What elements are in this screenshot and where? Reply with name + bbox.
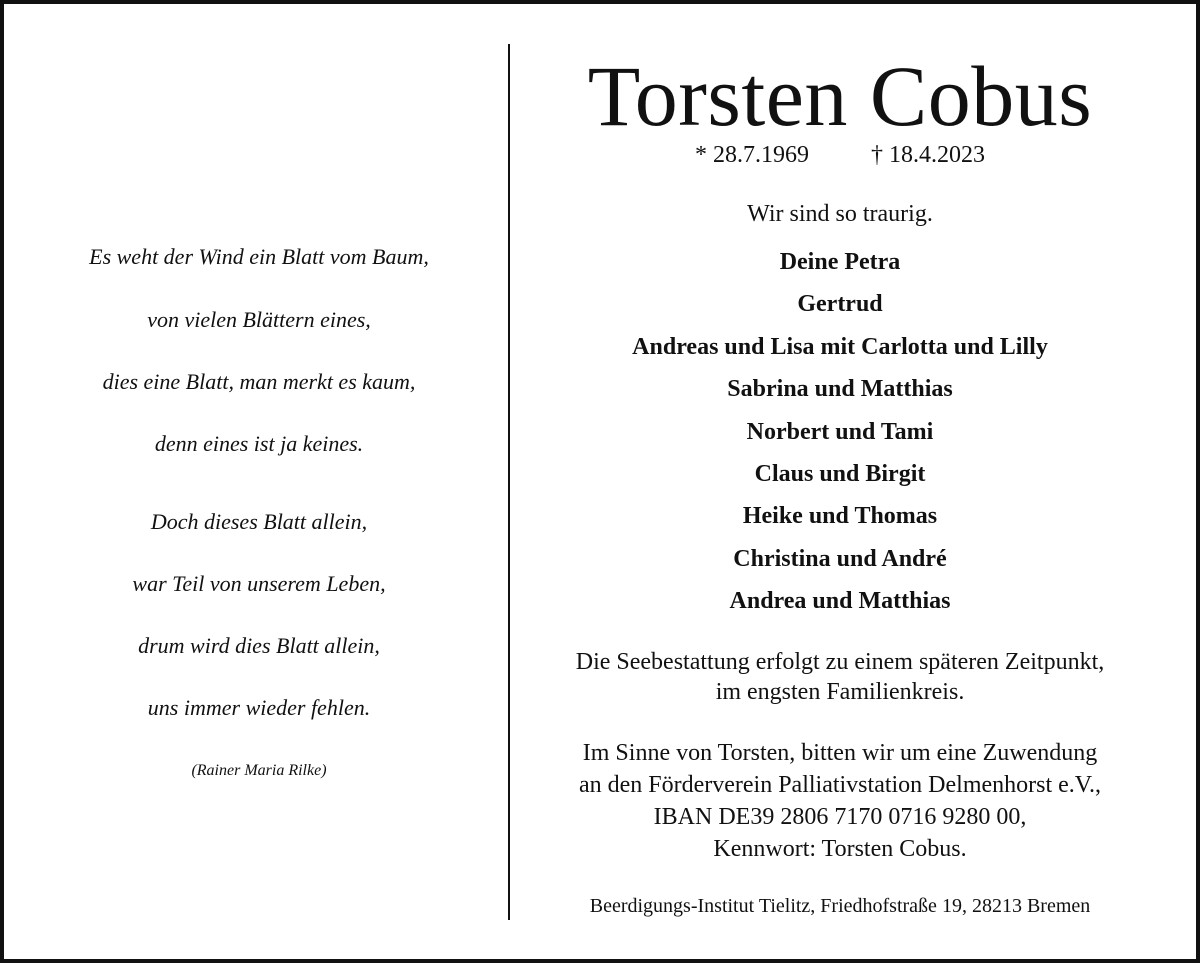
family-member: Heike und Thomas	[742, 503, 938, 529]
donation-line: an den Förderverein Palliativstation Delmenhorst e.V.,	[578, 772, 1102, 798]
poem-column	[20, 0, 498, 963]
life-dates	[520, 141, 1160, 169]
death-date: † 18.4.2023	[871, 142, 985, 168]
deceased-name: Torsten Cobus	[587, 48, 1093, 144]
donation-line: Im Sinne von Torsten, bitten wir um eine Zuwendung	[582, 740, 1098, 766]
poem-line: Doch dieses Blatt allein,	[150, 509, 368, 534]
poem-line: denn eines ist ja keines.	[154, 431, 364, 456]
poem-line: drum wird dies Blatt allein,	[138, 633, 380, 658]
family-member: Andrea und Matthias	[729, 588, 951, 614]
family-member: Norbert und Tami	[746, 419, 934, 445]
poem-line: uns immer wieder fehlen.	[147, 695, 371, 720]
family-member: Deine Petra	[779, 249, 901, 275]
family-member: Claus und Birgit	[754, 461, 926, 487]
iban-line: IBAN DE39 2806 7170 0716 9280 00,	[653, 804, 1027, 830]
poem-author: (Rainer Maria Rilke)	[191, 762, 327, 779]
burial-notice-line: im engsten Familienkreis.	[715, 679, 965, 705]
family-member: Sabrina und Matthias	[727, 376, 953, 402]
family-member: Andreas und Lisa mit Carlotta und Lilly	[632, 334, 1048, 360]
donation-keyword: Kennwort: Torsten Cobus.	[713, 836, 967, 862]
column-divider	[508, 44, 510, 920]
birth-date: * 28.7.1969	[695, 142, 809, 168]
obituary-column	[520, 0, 1160, 963]
burial-notice-line: Die Seebestattung erfolgt zu einem späteren Zeitpunkt,	[575, 649, 1105, 675]
family-member: Christina und André	[733, 546, 947, 572]
family-member: Gertrud	[797, 291, 883, 317]
poem-line: war Teil von unserem Leben,	[132, 571, 386, 596]
funeral-home-footer: Beerdigungs-Institut Tielitz, Friedhofstraße 19, 28213 Bremen	[589, 895, 1091, 917]
poem-line: dies eine Blatt, man merkt es kaum,	[102, 369, 416, 394]
poem-line: von vielen Blättern eines,	[147, 307, 371, 332]
mourning-statement: Wir sind so traurig.	[747, 201, 933, 227]
poem-line: Es weht der Wind ein Blatt vom Baum,	[89, 244, 429, 269]
